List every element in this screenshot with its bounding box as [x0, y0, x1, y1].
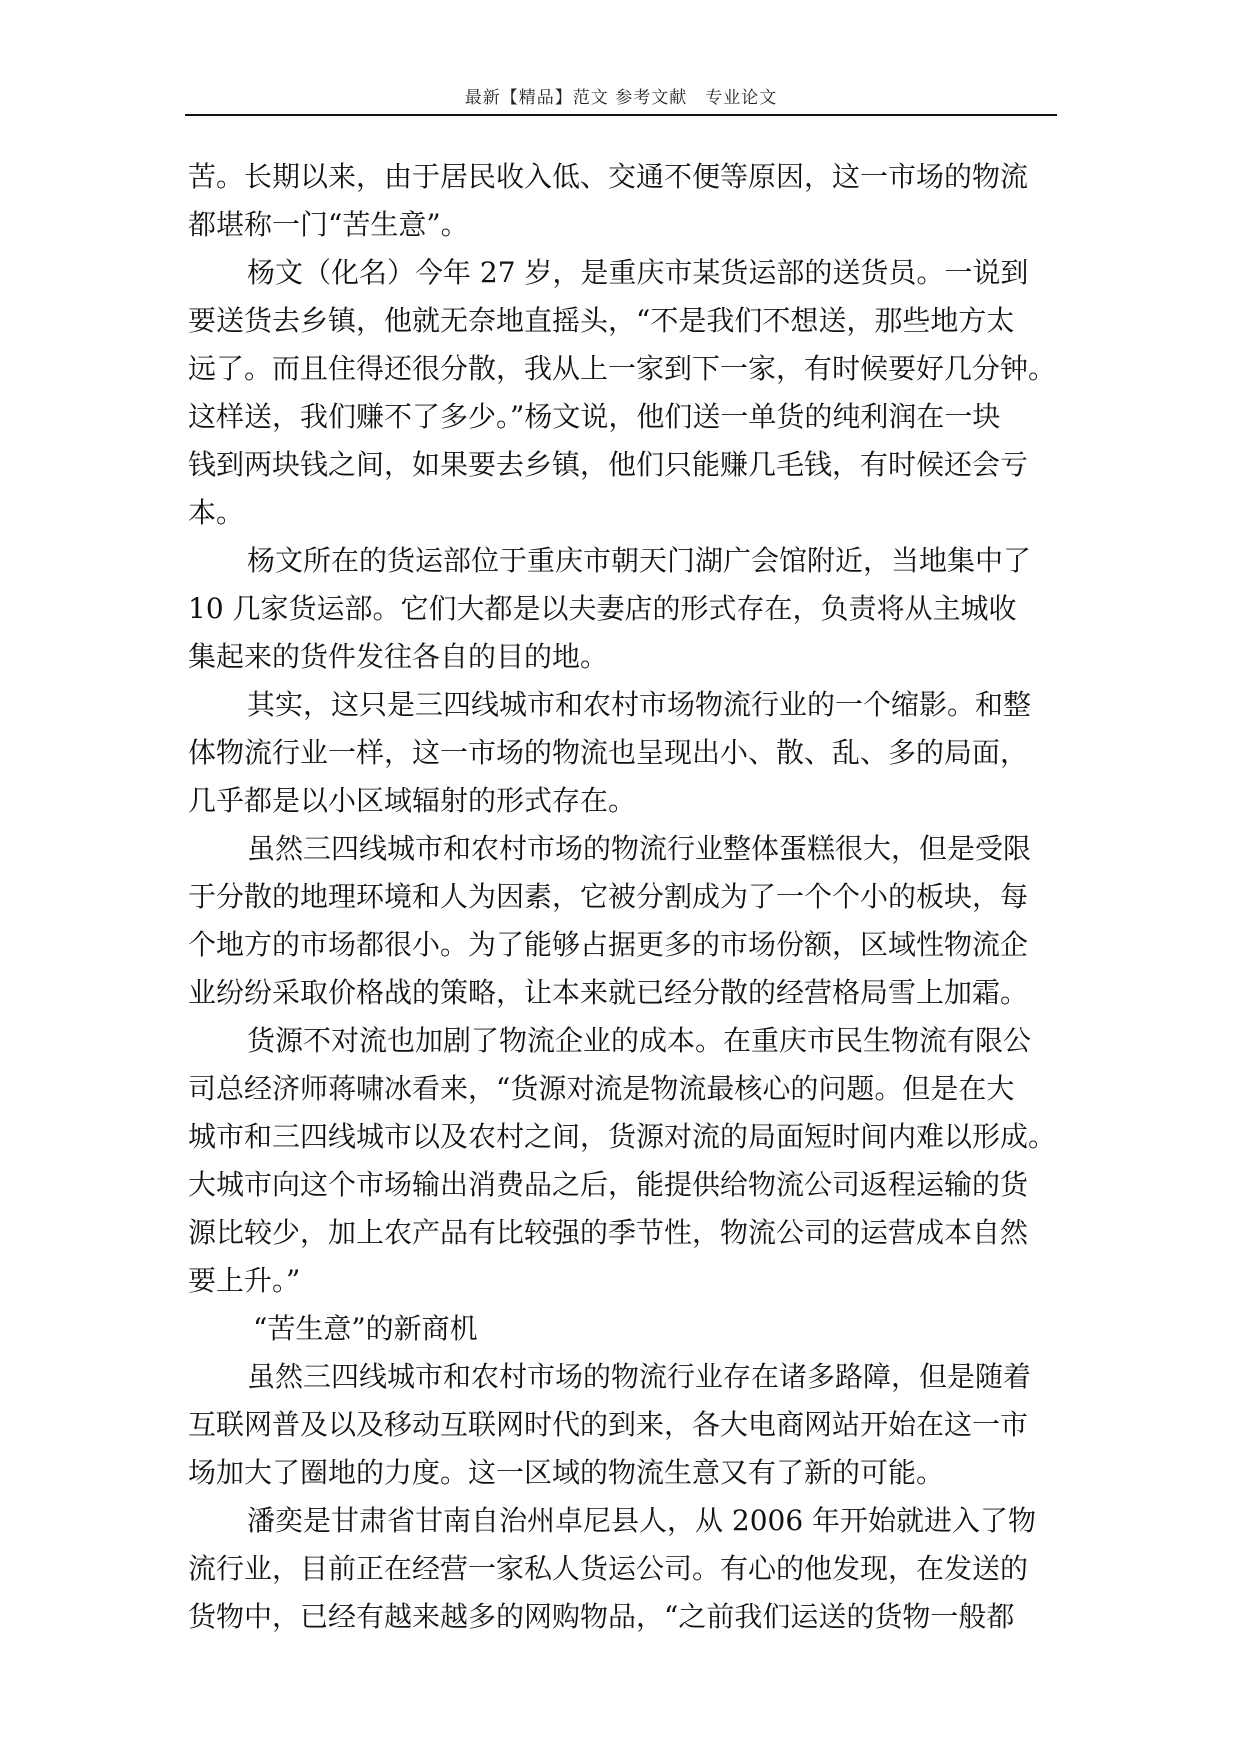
section-heading: “苦生意”的新商机	[253, 1312, 478, 1345]
text-line: 要送货去乡镇，他就无奈地直摇头，“不是我们不想送，那些地方太	[188, 304, 1015, 337]
paragraph-start: 虽然三四线城市和农村市场的物流行业整体蛋糕很大，但是受限	[247, 832, 1032, 865]
page-header: 最新【精品】范文 参考文献 专业论文	[464, 88, 778, 108]
text-line: 苦。长期以来，由于居民收入低、交通不便等原因，这一市场的物流	[188, 160, 1029, 193]
text-line: 城市和三四线城市以及农村之间，货源对流的局面短时间内难以形成。	[188, 1120, 1057, 1153]
text-line: 远了。而且住得还很分散，我从上一家到下一家，有时候要好几分钟。	[188, 352, 1057, 385]
text-line: 货物中，已经有越来越多的网购物品，“之前我们运送的货物一般都	[188, 1600, 1015, 1633]
text-line: 10 几家货运部。它们大都是以夫妻店的形式存在，负责将从主城收	[188, 592, 1017, 625]
text-line: 体物流行业一样，这一市场的物流也呈现出小、散、乱、多的局面，	[188, 736, 1029, 769]
paragraph-start: 杨文（化名）今年 27 岁，是重庆市某货运部的送货员。一说到	[247, 256, 1029, 289]
article-body	[188, 153, 1058, 1641]
paragraph-start: 杨文所在的货运部位于重庆市朝天门湖广会馆附近，当地集中了	[247, 544, 1032, 577]
text-line: 业纷纷采取价格战的策略，让本来就已经分散的经营格局雪上加霜。	[188, 976, 1029, 1009]
text-line: 流行业，目前正在经营一家私人货运公司。有心的他发现，在发送的	[188, 1552, 1029, 1585]
text-line: 钱到两块钱之间，如果要去乡镇，他们只能赚几毛钱，有时候还会亏	[188, 448, 1029, 481]
paragraph-start: 潘奕是甘肃省甘南自治州卓尼县人，从 2006 年开始就进入了物	[247, 1504, 1037, 1537]
text-line: 于分散的地理环境和人为因素，它被分割成为了一个个小的板块，每	[188, 880, 1029, 913]
text-line: 司总经济师蒋啸冰看来，“货源对流是物流最核心的问题。但是在大	[188, 1072, 1015, 1105]
text-line: 都堪称一门“苦生意”。	[188, 208, 469, 241]
text-line: 这样送，我们赚不了多少。”杨文说，他们送一单货的纯利润在一块	[188, 400, 1001, 433]
text-line: 场加大了圈地的力度。这一区域的物流生意又有了新的可能。	[188, 1456, 945, 1489]
text-line: 个地方的市场都很小。为了能够占据更多的市场份额，区域性物流企	[188, 928, 1029, 961]
text-line: 互联网普及以及移动互联网时代的到来，各大电商网站开始在这一市	[188, 1408, 1029, 1441]
text-line: 本。	[188, 496, 245, 529]
text-line: 大城市向这个市场输出消费品之后，能提供给物流公司返程运输的货	[188, 1168, 1029, 1201]
paragraph-start: 货源不对流也加剧了物流企业的成本。在重庆市民生物流有限公	[247, 1024, 1032, 1057]
text-line: 要上升。”	[188, 1264, 301, 1297]
text-line: 几乎都是以小区域辐射的形式存在。	[188, 784, 637, 817]
header-divider	[185, 114, 1057, 116]
text-line: 集起来的货件发往各自的目的地。	[188, 640, 609, 673]
paragraph-start: 其实，这只是三四线城市和农村市场物流行业的一个缩影。和整	[247, 688, 1032, 721]
paragraph-start: 虽然三四线城市和农村市场的物流行业存在诸多路障，但是随着	[247, 1360, 1032, 1393]
text-line: 源比较少，加上农产品有比较强的季节性，物流公司的运营成本自然	[188, 1216, 1029, 1249]
